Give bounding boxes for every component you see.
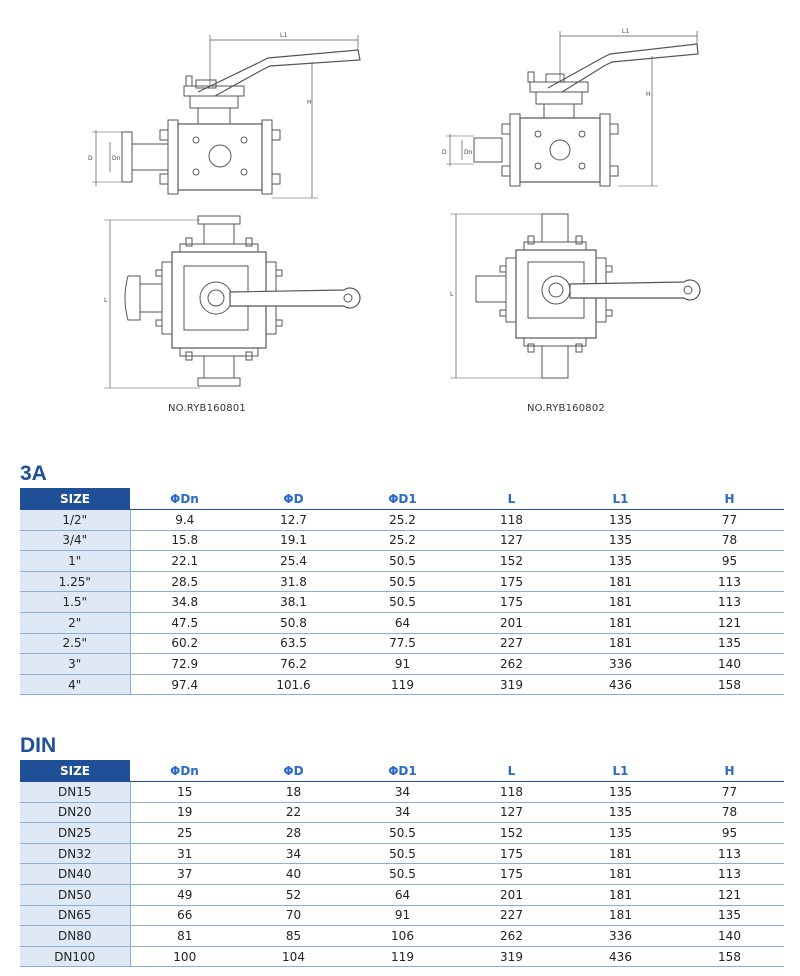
table-cell: 50.5 — [348, 571, 457, 592]
table-cell: 52 — [239, 884, 348, 905]
table-cell: 175 — [457, 592, 566, 613]
table-row — [20, 510, 784, 531]
table-cell: 158 — [675, 946, 784, 967]
table-cell: 28.5 — [130, 571, 239, 592]
table-cell: 181 — [566, 633, 675, 654]
table-cell: 34 — [348, 802, 457, 823]
table-cell: 77.5 — [348, 633, 457, 654]
column-header: SIZE — [20, 488, 130, 510]
table-cell: 319 — [457, 674, 566, 695]
table-cell: 127 — [457, 530, 566, 551]
table-row — [20, 802, 784, 823]
table-cell: 47.5 — [130, 612, 239, 633]
dim-label-h-left: H — [307, 99, 312, 106]
table-header-row — [20, 488, 784, 510]
size-cell: DN25 — [20, 823, 130, 844]
size-cell: 1" — [20, 551, 130, 572]
table-cell: 38.1 — [239, 592, 348, 613]
size-cell: DN40 — [20, 864, 130, 885]
column-header: SIZE — [20, 760, 130, 782]
table-cell: 113 — [675, 864, 784, 885]
size-cell: DN20 — [20, 802, 130, 823]
table-cell: 262 — [457, 926, 566, 947]
table-row — [20, 612, 784, 633]
table-cell: 106 — [348, 926, 457, 947]
size-cell: 2" — [20, 612, 130, 633]
table-cell: 15.8 — [130, 530, 239, 551]
dim-label-l1-left: L1 — [280, 32, 288, 39]
table-row — [20, 926, 784, 947]
column-header: ΦD1 — [348, 760, 457, 782]
size-cell: DN15 — [20, 782, 130, 803]
table-cell: 227 — [457, 633, 566, 654]
column-header: H — [675, 760, 784, 782]
table-cell: 37 — [130, 864, 239, 885]
dim-label-d-left: D — [88, 155, 93, 162]
table-cell: 85 — [239, 926, 348, 947]
table-cell: 436 — [566, 674, 675, 695]
table-cell: 227 — [457, 905, 566, 926]
dim-label-h-right: H — [646, 91, 651, 98]
table-cell: 50.5 — [348, 864, 457, 885]
table-cell: 101.6 — [239, 674, 348, 695]
table-cell: 50.5 — [348, 592, 457, 613]
table-cell: 135 — [566, 530, 675, 551]
table-cell: 262 — [457, 654, 566, 675]
table-cell: 77 — [675, 782, 784, 803]
table-cell: 60.2 — [130, 633, 239, 654]
table-cell: 127 — [457, 802, 566, 823]
table-row — [20, 654, 784, 675]
table-cell: 34.8 — [130, 592, 239, 613]
size-cell: 3" — [20, 654, 130, 675]
table-cell: 31 — [130, 843, 239, 864]
column-header: ΦD — [239, 760, 348, 782]
table-cell: 181 — [566, 592, 675, 613]
column-header: L1 — [566, 488, 675, 510]
size-cell: 1.5" — [20, 592, 130, 613]
table-cell: 64 — [348, 884, 457, 905]
dim-label-l-right: L — [450, 291, 454, 298]
table-cell: 319 — [457, 946, 566, 967]
table-cell: 81 — [130, 926, 239, 947]
table-cell: 50.8 — [239, 612, 348, 633]
table-cell: 50.5 — [348, 843, 457, 864]
table-row — [20, 633, 784, 654]
dim-label-dn-left: Dn — [112, 155, 121, 162]
table-cell: 201 — [457, 884, 566, 905]
column-header: L — [457, 488, 566, 510]
table-row — [20, 905, 784, 926]
dim-label-d-right: D — [442, 149, 447, 156]
table-row — [20, 782, 784, 803]
table-cell: 152 — [457, 823, 566, 844]
table-cell: 31.8 — [239, 571, 348, 592]
column-header: ΦDn — [130, 488, 239, 510]
table-cell: 19.1 — [239, 530, 348, 551]
table-cell: 18 — [239, 782, 348, 803]
size-cell: 3/4" — [20, 530, 130, 551]
table-cell: 91 — [348, 654, 457, 675]
table-cell: 95 — [675, 823, 784, 844]
table-cell: 181 — [566, 571, 675, 592]
table-cell: 175 — [457, 843, 566, 864]
table-cell: 336 — [566, 926, 675, 947]
table-cell: 100 — [130, 946, 239, 967]
right-valve-top-view — [450, 214, 700, 378]
drawing-caption-right: NO.RYB160802 — [527, 403, 605, 414]
table-cell: 158 — [675, 674, 784, 695]
table-cell: 34 — [348, 782, 457, 803]
table-din-title: DIN — [20, 734, 57, 757]
dim-label-dn-right: Dn — [464, 149, 473, 156]
table-cell: 135 — [566, 782, 675, 803]
table-cell: 49 — [130, 884, 239, 905]
table-cell: 113 — [675, 571, 784, 592]
table-cell: 64 — [348, 612, 457, 633]
table-cell: 22 — [239, 802, 348, 823]
table-cell: 121 — [675, 612, 784, 633]
table-cell: 50.5 — [348, 823, 457, 844]
table-cell: 140 — [675, 926, 784, 947]
size-cell: DN80 — [20, 926, 130, 947]
table-cell: 336 — [566, 654, 675, 675]
table-row — [20, 571, 784, 592]
table-cell: 152 — [457, 551, 566, 572]
column-header: ΦD1 — [348, 488, 457, 510]
table-cell: 118 — [457, 782, 566, 803]
table-cell: 181 — [566, 612, 675, 633]
table-cell: 181 — [566, 843, 675, 864]
table-cell: 181 — [566, 864, 675, 885]
column-header: L — [457, 760, 566, 782]
size-cell: DN65 — [20, 905, 130, 926]
table-cell: 22.1 — [130, 551, 239, 572]
table-cell: 25 — [130, 823, 239, 844]
valve-drawings-svg — [0, 0, 800, 430]
table-cell: 76.2 — [239, 654, 348, 675]
table-cell: 135 — [566, 551, 675, 572]
table-cell: 135 — [675, 633, 784, 654]
size-cell: 4" — [20, 674, 130, 695]
table-cell: 436 — [566, 946, 675, 967]
table-header-row — [20, 760, 784, 782]
table-row — [20, 592, 784, 613]
table-cell: 119 — [348, 946, 457, 967]
column-header: H — [675, 488, 784, 510]
table-cell: 78 — [675, 802, 784, 823]
column-header: ΦDn — [130, 760, 239, 782]
table-row — [20, 884, 784, 905]
table-cell: 78 — [675, 530, 784, 551]
table-cell: 19 — [130, 802, 239, 823]
table-row — [20, 530, 784, 551]
table-cell: 181 — [566, 884, 675, 905]
table-cell: 63.5 — [239, 633, 348, 654]
table-cell: 12.7 — [239, 510, 348, 531]
table-cell: 121 — [675, 884, 784, 905]
left-valve-top-view — [104, 216, 360, 388]
table-cell: 113 — [675, 592, 784, 613]
table-cell: 140 — [675, 654, 784, 675]
table-cell: 135 — [566, 510, 675, 531]
table-cell: 77 — [675, 510, 784, 531]
table-cell: 201 — [457, 612, 566, 633]
table-cell: 113 — [675, 843, 784, 864]
table-row — [20, 946, 784, 967]
dim-label-l-left: L — [104, 297, 108, 304]
table-cell: 175 — [457, 571, 566, 592]
table-row — [20, 674, 784, 695]
table-cell: 118 — [457, 510, 566, 531]
table-cell: 25.2 — [348, 530, 457, 551]
table-row — [20, 843, 784, 864]
table-row — [20, 551, 784, 572]
table-cell: 72.9 — [130, 654, 239, 675]
size-cell: DN100 — [20, 946, 130, 967]
size-cell: DN50 — [20, 884, 130, 905]
column-header: L1 — [566, 760, 675, 782]
drawing-caption-left: NO.RYB160801 — [168, 403, 246, 414]
left-valve-side-view — [92, 35, 360, 198]
table-3a — [20, 488, 784, 695]
table-cell: 119 — [348, 674, 457, 695]
table-row — [20, 864, 784, 885]
size-cell: 1.25" — [20, 571, 130, 592]
table-cell: 95 — [675, 551, 784, 572]
table-cell: 91 — [348, 905, 457, 926]
table-cell: 135 — [566, 802, 675, 823]
table-cell: 66 — [130, 905, 239, 926]
size-cell: 2.5" — [20, 633, 130, 654]
right-valve-side-view — [446, 31, 698, 186]
table-cell: 97.4 — [130, 674, 239, 695]
table-cell: 34 — [239, 843, 348, 864]
table-cell: 135 — [675, 905, 784, 926]
table-cell: 181 — [566, 905, 675, 926]
table-cell: 25.4 — [239, 551, 348, 572]
size-cell: DN32 — [20, 843, 130, 864]
column-header: ΦD — [239, 488, 348, 510]
table-cell: 50.5 — [348, 551, 457, 572]
table-cell: 28 — [239, 823, 348, 844]
table-cell: 70 — [239, 905, 348, 926]
table-cell: 9.4 — [130, 510, 239, 531]
table-3a-title: 3A — [20, 462, 47, 485]
dim-label-l1-right: L1 — [622, 28, 630, 35]
table-din — [20, 760, 784, 967]
table-cell: 104 — [239, 946, 348, 967]
table-cell: 15 — [130, 782, 239, 803]
technical-drawings — [0, 0, 800, 430]
table-cell: 40 — [239, 864, 348, 885]
table-row — [20, 823, 784, 844]
table-cell: 25.2 — [348, 510, 457, 531]
table-cell: 135 — [566, 823, 675, 844]
size-cell: 1/2" — [20, 510, 130, 531]
table-cell: 175 — [457, 864, 566, 885]
